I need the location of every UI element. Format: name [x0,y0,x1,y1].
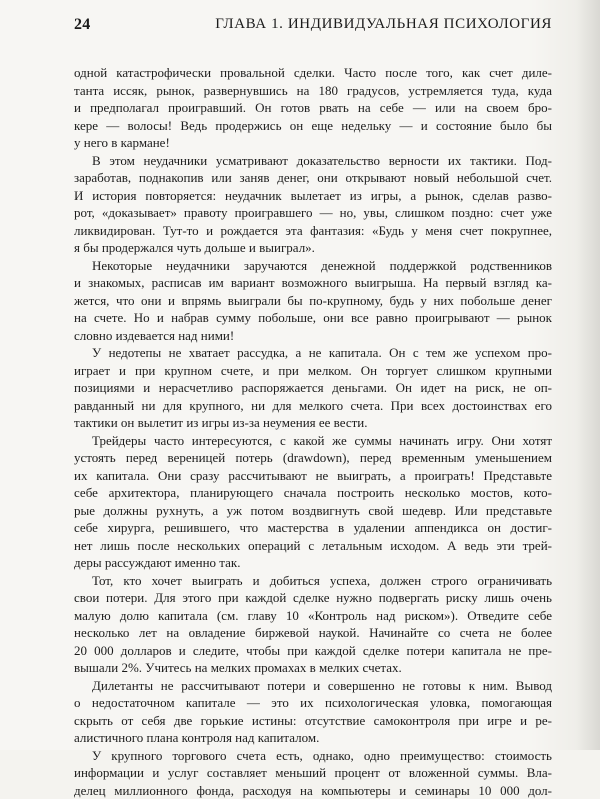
text-line: себе архитектора, планирующего сначала построить несколько мостов, кото- [74,484,552,502]
text-line: алистичного плана контроля над капиталом. [74,729,552,747]
paragraph [74,64,552,152]
text-line: позициями и нерасчетливо распоряжается деньгами. Он идет на риск, не оп- [74,379,552,397]
body-text [74,64,552,799]
text-line: жется, что они и впрямь выиграли бы по-крупному, будь у них побольше денег [74,292,552,310]
text-line: себе хирурга, решившего, что мастерства в удалении аппендикса он достиг- [74,519,552,537]
text-line: В этом неудачники усматривают доказательство верности их тактики. Под- [74,152,552,170]
text-line: деры рассуждают именно так. [74,554,552,572]
text-line: 20 000 долларов и следите, чтобы при каждой сделке потери капитала не пре- [74,642,552,660]
text-line: У крупного торгового счета есть, однако, одно преимущество: стоимость [74,747,552,765]
text-line: кере — волосы! Ведь продержись он еще недельку — и состояние было бы [74,117,552,135]
text-line: играет и при крупном счете, и при мелком. Он торгует слишком крупными [74,362,552,380]
text-line: и предполагал проигравший. Он готов рвать на себе — или на своем бро- [74,99,552,117]
text-line: Тот, кто хочет выиграть и добиться успеха, должен строго ограничивать [74,572,552,590]
text-line: И история повторяется: неудачник вылетает из игры, а рынок, сделав разво- [74,187,552,205]
text-line: я бы продержался чуть дольше и выиграл». [74,239,552,257]
text-line: и знакомых, расписав им вариант возможного выигрыша. На первый взгляд ка- [74,274,552,292]
page-header [74,12,552,36]
text-line: тактики он вылетит из игры из-за неумения ее вести. [74,414,552,432]
text-line: У недотепы не хватает рассудка, а не капитала. Он с тем же успехом про- [74,344,552,362]
text-line: заработав, поднакопив или заняв денег, они открывают новый небольшой счет. [74,169,552,187]
text-line: одной катастрофически провальной сделки. Часто после того, как счет диле- [74,64,552,82]
text-line: танта иссяк, рынок, развернувшись на 180 градусов, устремляется туда, куда [74,82,552,100]
paragraph [74,677,552,747]
text-line: ликвидирован. Тут-то и рождается эта фантазия: «Будь у меня счет покрупнее, [74,222,552,240]
text-line: вышали 2%. Учитесь на мелких промахах в мелких счетах. [74,659,552,677]
text-line: несколько лет на овладение биржевой наукой. Начинайте со счета не более [74,624,552,642]
text-line: устоять перед вереницей потерь (drawdown), перед временным уменьшением [74,449,552,467]
text-line: Дилетанты не рассчитывают потери и совершенно не готовы к ним. Вывод [74,677,552,695]
text-line: Трейдеры часто интересуются, с какой же суммы начинать игру. Они хотят [74,432,552,450]
text-line: малую долю капитала (см. главу 10 «Контроль над риском»). Отведите себе [74,607,552,625]
text-line: свои потери. Для этого при каждой сделке нужно подвергать риску лишь очень [74,589,552,607]
text-line: Некоторые неудачники заручаются денежной поддержкой родственников [74,257,552,275]
text-line: скрыть от себя две горькие истины: отсутствие самоконтроля при игре и ре- [74,712,552,730]
text-line: рот, «доказывает» правоту проигравшего — но, увы, слишком поздно: счет уже [74,204,552,222]
paragraph [74,747,552,799]
text-line: словно издевается над ними! [74,327,552,345]
text-line: на счете. Но и набрав сумму побольше, они все равно проигрывают — рынок [74,309,552,327]
paragraph [74,152,552,257]
paragraph [74,572,552,677]
text-line: равданный ни для крупного, ни для мелкого счета. При всех достоинствах его [74,397,552,415]
paragraph [74,257,552,345]
text-line: информации и услуг составляет меньший процент от вложенной суммы. Вла- [74,764,552,782]
text-line: делец миллионного фонда, расходуя на компьютеры и семинары 10 000 дол- [74,782,552,799]
running-head: ГЛАВА 1. ИНДИВИДУАЛЬНАЯ ПСИХОЛОГИЯ [215,16,552,33]
text-line: их капитала. Они сразу рассчитывают не выиграть, а проиграть! Представьте [74,467,552,485]
paragraph [74,432,552,572]
paragraph [74,344,552,432]
text-line: у него в кармане! [74,134,552,152]
text-line: рые должны рухнуть, а уж потом воздвигнуть свой шедевр. Или представьте [74,502,552,520]
page-number: 24 [74,16,91,34]
text-line: нет лишь после нескольких операций с летальным исходом. А ведь эти трей- [74,537,552,555]
text-line: о недостаточном капитале — это их психологическая уловка, помогающая [74,694,552,712]
